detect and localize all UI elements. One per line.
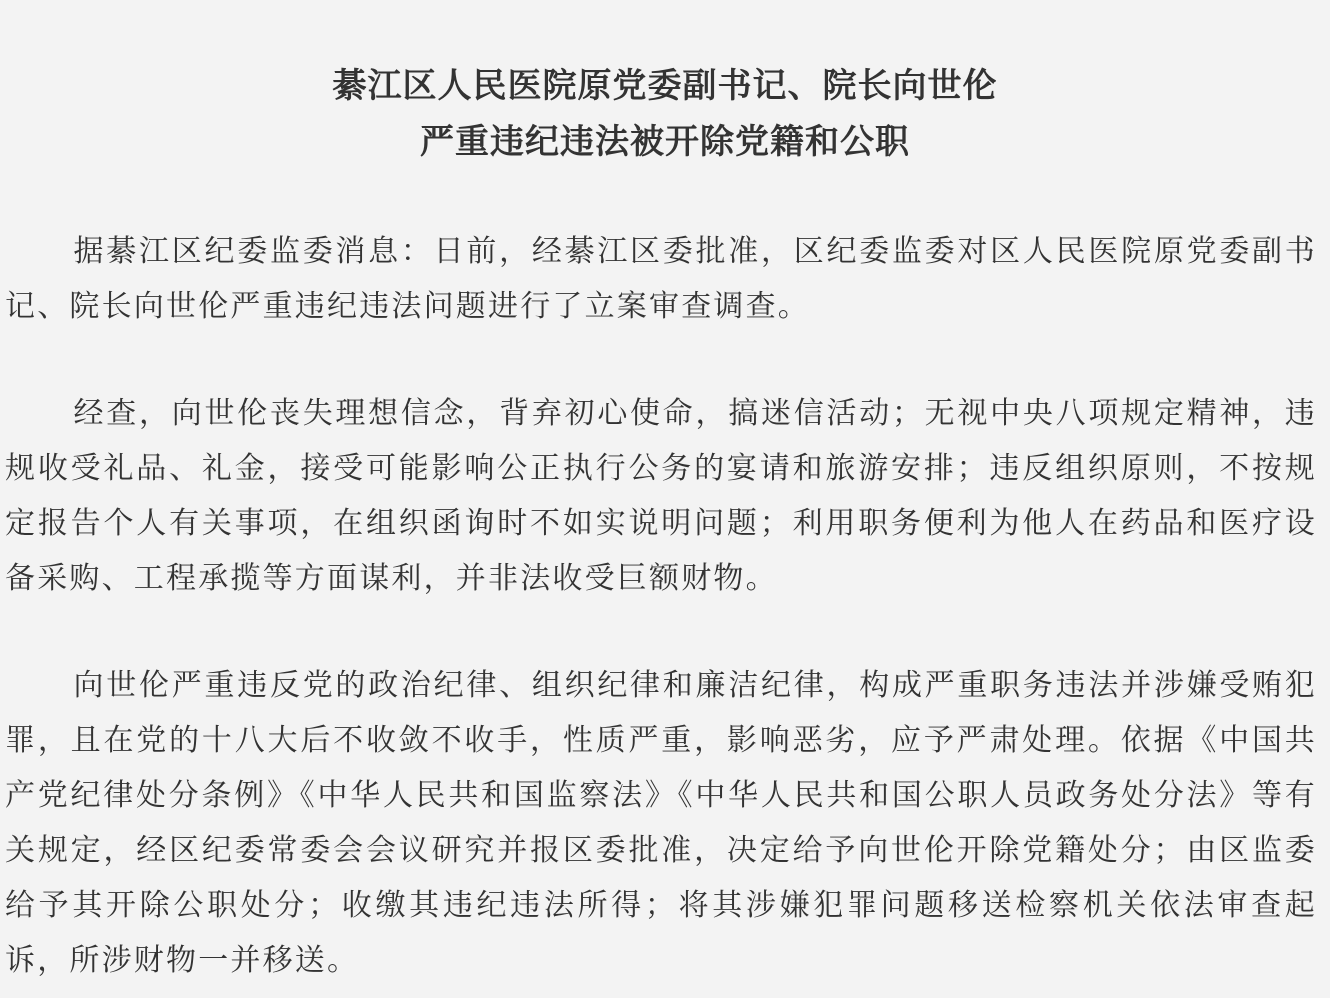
article-title-line-1: 綦江区人民医院原党委副书记、院长向世伦 bbox=[332, 66, 998, 106]
paragraph-text: 据綦江区纪委监委消息：日前，经綦江区委批准，区纪委监委对区人民医院原党委副书记、院长向世伦严重违纪违法问题进行了立案审查调查。 bbox=[5, 234, 1317, 324]
paragraph-text: 经查，向世伦丧失理想信念，背弃初心使命，搞迷信活动；无视中央八项规定精神，违规收受礼品、礼金，接受可能影响公正执行公务的宴请和旅游安排；违反组织原则，不按规定报告个人有关事项，在组织函询时不如实说明问题；利用职务便利为他人在药品和医疗设备采购、工程承揽等方面谋利，并非法收受巨额财物。 bbox=[5, 396, 1317, 596]
article-paragraph-1 bbox=[5, 224, 1317, 334]
paragraph-text: 向世伦严重违反党的政治纪律、组织纪律和廉洁纪律，构成严重职务违法并涉嫌受贿犯罪，且在党的十八大后不收敛不收手，性质严重，影响恶劣，应予严肃处理。依据《中国共产党纪律处分条例》《中华人民共和国监察法》《中华人民共和国公职人员政务处分法》等有关规定，经区纪委常委会会议研究并报区委批准，决定给予向世伦开除党籍处分；由区监委给予其开除公职处分；收缴其违纪违法所得；将其涉嫌犯罪问题移送检察机关依法审查起诉，所涉财物一并移送。 bbox=[5, 668, 1317, 978]
article-paragraph-2 bbox=[5, 386, 1317, 606]
article-title-line-2: 严重违纪违法被开除党籍和公职 bbox=[420, 122, 910, 162]
article-paragraph-3 bbox=[5, 658, 1317, 988]
